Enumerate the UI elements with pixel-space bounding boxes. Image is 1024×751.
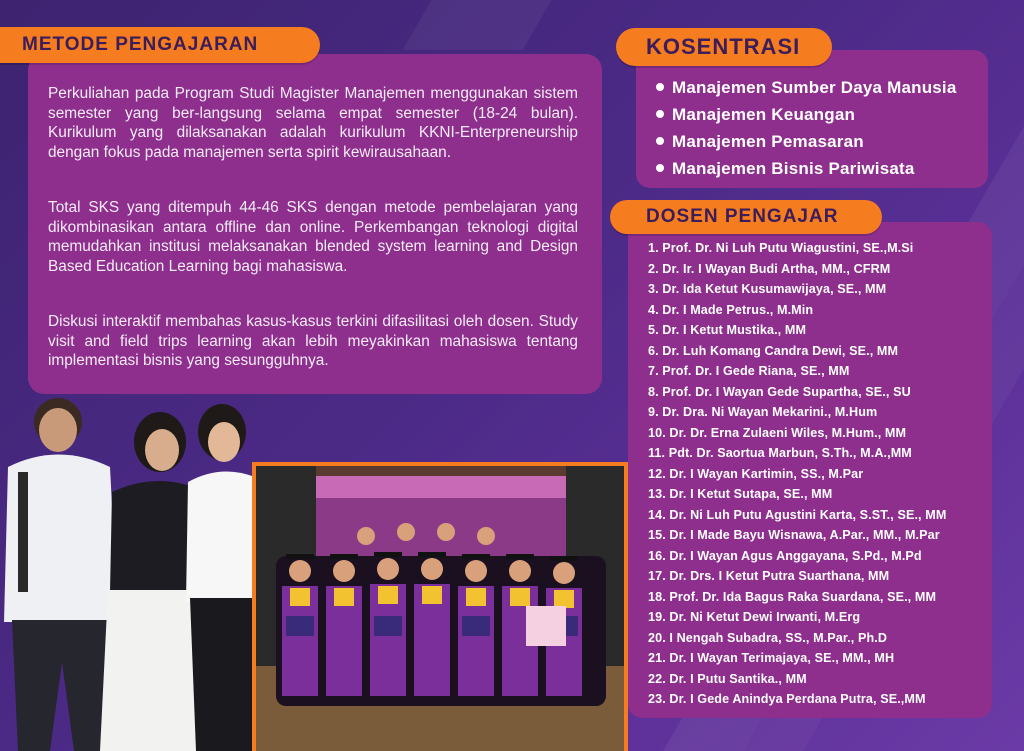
list-item: 20. I Nengah Subadra, SS., M.Par., Ph.D	[648, 630, 888, 645]
list-item: 5. Dr. I Ketut Mustika., MM	[648, 323, 807, 337]
list-item: 8. Prof. Dr. I Wayan Gede Supartha, SE., SU	[648, 384, 911, 399]
list-item: 7. Prof. Dr. I Gede Riana, SE., MM	[648, 364, 850, 378]
bullet-icon	[656, 164, 664, 172]
list-item: Manajemen Keuangan	[656, 101, 957, 128]
list-item: 3. Dr. Ida Ketut Kusumawijaya, SE., MM	[648, 282, 887, 296]
list-item: 12. Dr. I Wayan Kartimin, SS., M.Par	[648, 466, 864, 481]
graduation-photo	[252, 462, 628, 751]
list-item: 13. Dr. I Ketut Sutapa, SE., MM	[648, 487, 833, 501]
list-item: 1. Prof. Dr. Ni Luh Putu Wiagustini, SE.,M.Si	[648, 241, 914, 255]
metode-paragraph-3: Diskusi interaktif membahas kasus-kasus terkini difasilitasi oleh dosen. Study visit and field trips learning akan lebih meyakinkan mahasiswa tentang implementasi bisnis yang sesungguhnya.	[48, 313, 578, 370]
list-item: 6. Dr. Luh Komang Candra Dewi, SE., MM	[648, 343, 899, 358]
students-photo	[0, 392, 262, 751]
metode-paragraph-2: Total SKS yang ditempuh 44-46 SKS dengan metode pembelajaran yang dikombinasikan antara offline dan online. Perkembangan teknologi digital memudahkan institusi melaksanakan blended system learning and Design Based Education Learning bagi mahasiswa.	[48, 199, 578, 275]
list-item: 18. Prof. Dr. Ida Bagus Raka Suardana, SE., MM	[648, 589, 937, 604]
bullet-icon	[656, 137, 664, 145]
list-item: 17. Dr. Drs. I Ketut Putra Suarthana, MM	[648, 569, 890, 583]
list-item: 19. Dr. Ni Ketut Dewi Irwanti, M.Erg	[648, 610, 861, 624]
kosentrasi-list	[656, 74, 957, 182]
list-item: Manajemen Sumber Daya Manusia	[656, 74, 957, 101]
list-item: 10. Dr. Dr. Erna Zulaeni Wiles, M.Hum., MM	[648, 425, 907, 440]
metode-paragraph-1: Perkuliahan pada Program Studi Magister Manajemen menggunakan sistem semester yang ber-langsung selama empat semester (18-24 bulan). Kurikulum yang dilaksanakan adalah kurikulum KKNI-Enterpreneurship dengan fokus pada manajemen serta spirit kewirausahaan.	[48, 85, 578, 161]
list-item: 11. Pdt. Dr. Saortua Marbun, S.Th., M.A.,MM	[648, 446, 912, 460]
list-item: 2. Dr. Ir. I Wayan Budi Artha, MM., CFRM	[648, 261, 891, 276]
bullet-icon	[656, 110, 664, 118]
kosentrasi-heading: KOSENTRASI	[616, 28, 832, 66]
list-item: 15. Dr. I Made Bayu Wisnawa, A.Par., MM., M.Par	[648, 528, 940, 542]
list-item: 9. Dr. Dra. Ni Wayan Mekarini., M.Hum	[648, 405, 878, 419]
list-item: 14. Dr. Ni Luh Putu Agustini Karta, S.ST., SE., MM	[648, 507, 947, 522]
list-item: 22. Dr. I Putu Santika., MM	[648, 671, 807, 686]
bullet-icon	[656, 83, 664, 91]
dosen-heading: DOSEN PENGAJAR	[610, 200, 882, 234]
metode-heading: METODE PENGAJARAN	[0, 27, 320, 63]
decor-stripe	[403, 0, 558, 50]
list-item: Manajemen Pemasaran	[656, 128, 957, 155]
list-item: 4. Dr. I Made Petrus., M.Min	[648, 302, 814, 317]
list-item: Manajemen Bisnis Pariwisata	[656, 155, 957, 182]
list-item: 21. Dr. I Wayan Terimajaya, SE., MM., MH	[648, 651, 895, 665]
list-item: 23. Dr. I Gede Anindya Perdana Putra, SE.,MM	[648, 692, 926, 706]
list-item: 16. Dr. I Wayan Agus Anggayana, S.Pd., M.Pd	[648, 548, 922, 563]
dosen-list	[648, 238, 946, 710]
